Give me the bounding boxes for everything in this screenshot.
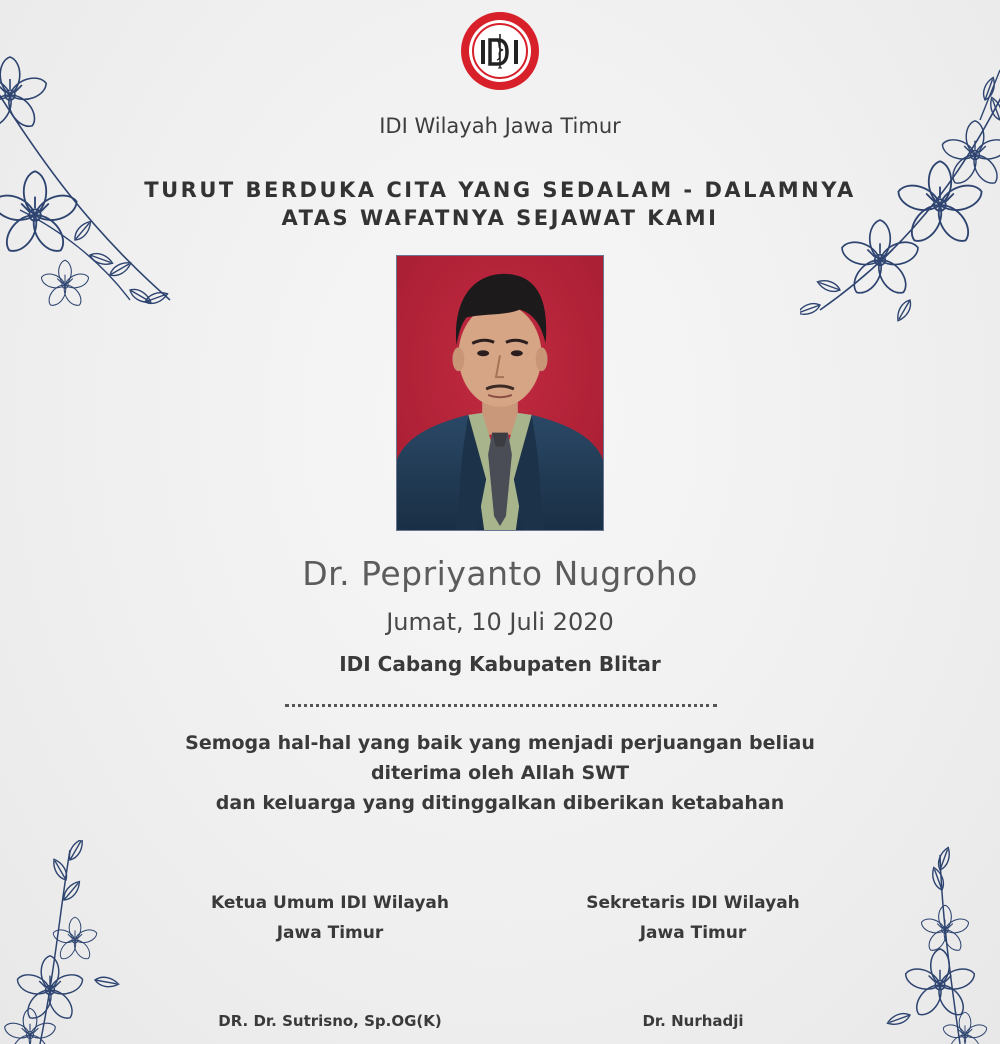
signature-left-title-line-2: Jawa Timur xyxy=(276,923,384,943)
prayer-line-3: dan keluarga yang ditinggalkan diberikan ketabahan xyxy=(215,792,785,814)
signature-right-title-line-2: Jawa Timur xyxy=(639,923,747,943)
prayer-line-1: Semoga hal-hal yang baik yang menjadi perjuangan beliau xyxy=(185,732,815,754)
dotted-divider xyxy=(285,704,717,707)
floral-decoration-bottom-right xyxy=(880,845,1000,1044)
organization-name: IDI Wilayah Jawa Timur xyxy=(379,114,621,138)
signature-right-name: Dr. Nurhadji xyxy=(642,1012,744,1030)
floral-decoration-bottom-left xyxy=(0,840,130,1044)
idi-logo xyxy=(459,10,541,92)
headline-line-2: ATAS WAFATNYA SEJAWAT KAMI xyxy=(281,206,719,230)
signature-left-name: DR. Dr. Sutrisno, Sp.OG(K) xyxy=(218,1012,442,1030)
signature-left-title-line-1: Ketua Umum IDI Wilayah xyxy=(211,893,449,913)
signature-left-title xyxy=(170,888,490,948)
deceased-name: Dr. Pepriyanto Nugroho xyxy=(302,554,698,593)
signature-right-title xyxy=(533,888,853,948)
headline-line-1: TURUT BERDUKA CITA YANG SEDALAM - DALAMNYA xyxy=(144,178,856,202)
date-of-death: Jumat, 10 Juli 2020 xyxy=(386,608,614,636)
prayer-line-2: diterima oleh Allah SWT xyxy=(370,762,630,784)
branch-name: IDI Cabang Kabupaten Blitar xyxy=(339,652,661,676)
portrait-photo xyxy=(396,255,604,531)
signature-right-title-line-1: Sekretaris IDI Wilayah xyxy=(586,893,800,913)
